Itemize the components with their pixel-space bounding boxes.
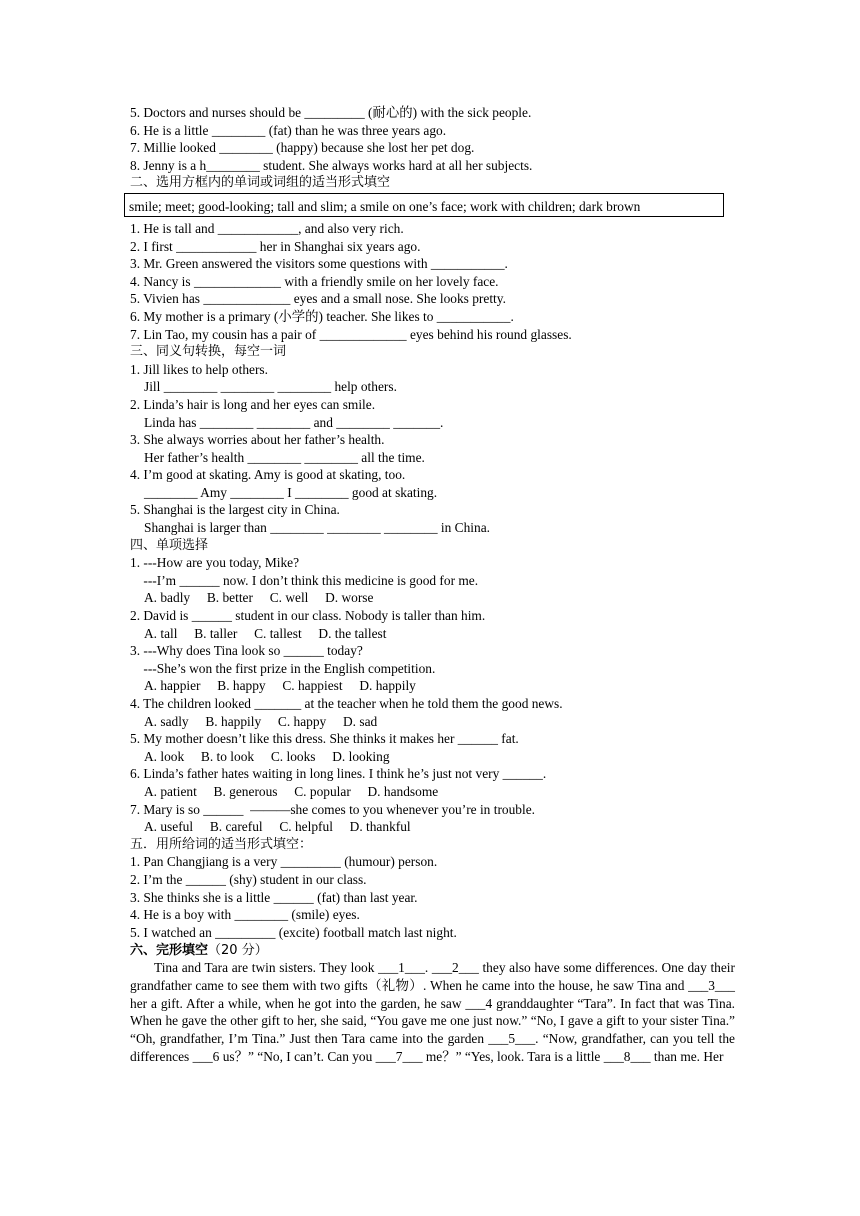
exercise-line: 3. She thinks she is a little ______ (fat) than last year. [130,889,418,905]
question-line: 5. My mother doesn’t like this dress. She thinks it makes her ______ fat. [130,731,519,747]
answer-line: ________ Amy ________ I ________ good at skating. [144,484,438,500]
question-line: 6. Linda’s father hates waiting in long lines. I think he’s just not very ______. [130,766,547,782]
exercise-line: 2. I’m the ______ (shy) student in our class. [130,871,367,887]
question-line: ---She’s won the first prize in the English competition. [130,660,436,676]
answer-line: Her father’s health ________ ________ all the time. [144,449,425,465]
exercise-line: 1. He is tall and ____________, and also very rich. [130,220,404,236]
question-line: 4. The children looked _______ at the teacher when he told them the good news. [130,696,563,711]
section-5 [130,836,735,942]
cloze-paragraph: Tina and Tara are twin sisters. They look ___1___. ___2___ they also have some differences. One day their grandfather came to see them with two gifts（礼物）. When he came into the house, he saw Tina and ___3___ her a gift. After a while, when he got into the garden, he saw ___4 granddaughter “Tara”. In fact that was Tina. When he gave the other gift to her, she said, “You gave me one just now.” “No, I gave a gift to your sister Tina.” “Oh, grandfather, I’m Tina.” Just then Tara came into the garden ___5___. “Now, grandfather, can you tell the differences ___6 us？” “No, I can’t. Can you ___7___ me？” “Yes, look. Tara is a little ___8___ than me. Her [130,959,735,1064]
options-line: A. sadly B. happily C. happy D. sad [144,713,378,729]
options-line: A. look B. to look C. looks D. looking [144,748,390,764]
section-heading-row [130,941,735,959]
cloze-passage [130,959,735,1066]
exercise-line: 7. Lin Tao, my cousin has a pair of _____________ eyes behind his round glasses. [130,326,572,342]
question-line: 1. Jill likes to help others. [130,361,268,377]
options-line: A. badly B. better C. well D. worse [144,590,374,606]
question-line: 2. Linda’s hair is long and her eyes can smile. [130,396,376,412]
worksheet-page [130,104,735,1066]
options-line: A. tall B. taller C. tallest D. the tallest [144,625,387,641]
options-line: A. happier B. happy C. happiest D. happily [144,678,416,694]
exercise-line: 6. He is a little ________ (fat) than he was three years ago. [130,122,447,138]
exercise-line: 8. Jenny is a h________ student. She always works hard at all her subjects. [130,157,533,173]
exercise-line: 3. Mr. Green answered the visitors some questions with ___________. [130,256,508,272]
question-line: 3. She always worries about her father’s health. [130,432,385,448]
section-heading: 六、完形填空 [130,943,209,959]
section-heading: 二、选用方框内的单词或词组的适当形式填空 [130,175,391,191]
options-line: A. patient B. generous C. popular D. handsome [144,783,439,799]
question-line: 2. David is ______ student in our class. Nobody is taller than him. [130,608,486,624]
section-6 [130,941,735,1065]
exercise-line: 4. Nancy is _____________ with a friendly smile on her lovely face. [130,273,499,289]
options-line: A. useful B. careful C. helpful D. thankful [144,819,411,835]
question-line: 5. Shanghai is the largest city in China. [130,502,340,518]
word-box [124,193,724,217]
part1-tail [130,104,735,174]
exercise-line: 5. Vivien has _____________ eyes and a small nose. She looks pretty. [130,291,506,307]
exercise-line: 6. My mother is a primary (小学的) teacher. She likes to ___________. [130,308,514,324]
exercise-line: 5. Doctors and nurses should be _________ (耐心的) with the sick people. [130,105,532,120]
word-box-text: smile; meet; good-looking; tall and slim; a smile on one’s face; work with children; dark brown [129,198,641,214]
answer-line: Shanghai is larger than ________ ________ ________ in China. [144,520,491,536]
section-4 [130,537,735,836]
section-2 [130,174,735,343]
exercise-line: 5. I watched an _________ (excite) football match last night. [130,924,457,940]
exercise-line: 7. Millie looked ________ (happy) because she lost her pet dog. [130,140,475,156]
question-line: 4. I’m good at skating. Amy is good at skating, too. [130,467,406,483]
exercise-line: 4. He is a boy with ________ (smile) eyes. [130,907,360,923]
answer-line: Jill ________ ________ ________ help others. [144,379,397,395]
exercise-line: 1. Pan Changjiang is a very _________ (humour) person. [130,854,438,870]
question-line: 1. ---How are you today, Mike? [130,555,300,571]
exercise-line: 2. I first ____________ her in Shanghai six years ago. [130,238,421,254]
question-line: 3. ---Why does Tina look so ______ today? [130,643,363,659]
section-3 [130,343,735,537]
section-heading: 五．用所给词的适当形式填空： [130,836,313,852]
answer-line: Linda has ________ ________ and ________ _______. [144,414,444,430]
question-line: ---I’m ______ now. I don’t think this medicine is good for me. [130,572,479,588]
section-heading: 三、同义句转换，每空一词 [130,344,287,360]
question-line: 7. Mary is so ______ ———she comes to you whenever you’re in trouble. [130,801,535,817]
section-heading: 四、单项选择 [130,537,209,553]
section-score: （20 分） [208,943,268,959]
